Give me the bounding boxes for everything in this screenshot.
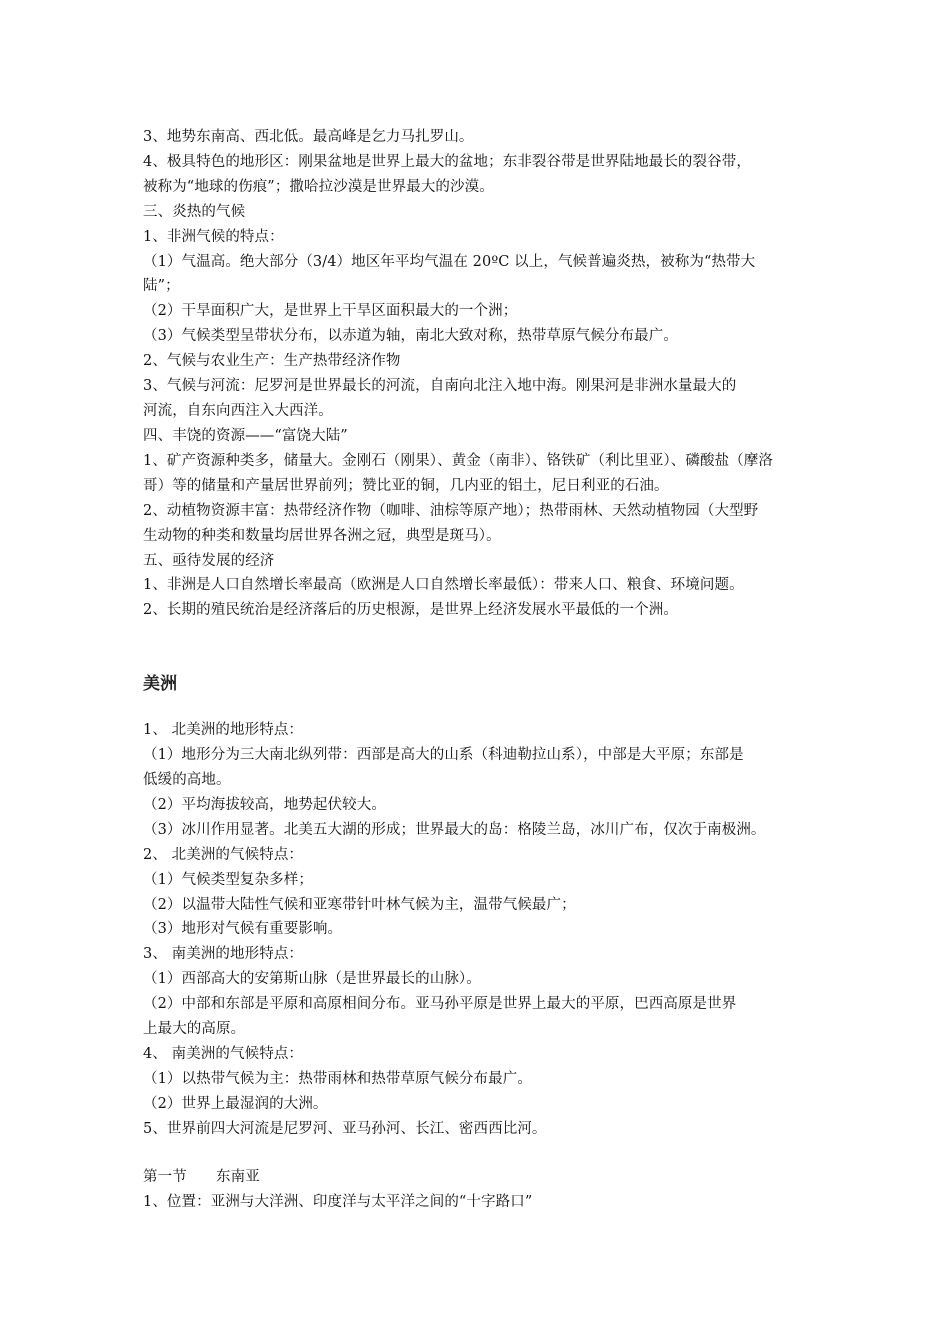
- text-line: （3）地形对气候有重要影响。: [143, 921, 343, 937]
- text-line: 哥）等的储量和产量居世界前列；赞比亚的铜，几内亚的铝土，尼日利亚的石油。: [143, 478, 669, 494]
- text-line: （2）平均海拔较高，地势起伏较大。: [143, 797, 386, 813]
- text-line: （1）气温高。绝大部分（3/4）地区年平均气温在 20ºC 以上，气候普遍炎热，被称为“热带大: [143, 254, 756, 270]
- text-line: （1）以热带气候为主：热带雨林和热带草原气候分布最广。: [143, 1071, 532, 1087]
- text-line: 1、 北美洲的地形特点：: [143, 722, 304, 738]
- text-line: 1、非洲是人口自然增长率最高（欧洲是人口自然增长率最低）：带来人口、粮食、环境问题。: [143, 577, 744, 593]
- text-line: （1）气候类型复杂多样；: [143, 872, 313, 888]
- text-line: 3、地势东南高、西北低。最高峰是乞力马扎罗山。: [143, 129, 474, 145]
- text-line: 生动物的种类和数量均居世界各洲之冠，典型是斑马）。: [143, 528, 501, 544]
- text-line: 3、气候与河流：尼罗河是世界最长的河流，自南向北注入地中海。刚果河是非洲水量最大的: [143, 378, 737, 394]
- text-line: （1）西部高大的安第斯山脉（是世界最长的山脉）。: [143, 971, 481, 987]
- text-line: 低缓的高地。: [143, 772, 231, 788]
- text-line: 5、世界前四大河流是尼罗河、亚马孙河、长江、密西西比河。: [143, 1121, 547, 1137]
- text-line: 被称为“地球的伤痕”；撒哈拉沙漠是世界最大的沙漠。: [143, 179, 494, 195]
- section-heading: 四、丰饶的资源——“富饶大陆”: [143, 428, 348, 444]
- heading-america: 美洲: [143, 674, 178, 694]
- text-line: 陆”；: [143, 278, 180, 294]
- text-line: 4、极具特色的地形区：刚果盆地是世界上最大的盆地；东非裂谷带是世界陆地最长的裂谷带，: [143, 154, 751, 170]
- text-line: 上最大的高原。: [143, 1021, 246, 1037]
- text-line: 1、位置：亚洲与大洋洲、印度洋与太平洋之间的“十字路口”: [143, 1194, 533, 1210]
- text-line: 河流，自东向西注入大西洋。: [143, 403, 333, 419]
- text-line: 4、 南美洲的气候特点：: [143, 1046, 304, 1062]
- section-title-southeast-asia: 第一节 东南亚: [143, 1169, 260, 1185]
- text-line: 3、 南美洲的地形特点：: [143, 946, 304, 962]
- text-line: （2）干旱面积广大，是世界上干旱区面积最大的一个洲；: [143, 303, 518, 319]
- text-line: 2、动植物资源丰富：热带经济作物（咖啡、油棕等原产地）；热带雨林、天然动植物园（大型野: [143, 503, 759, 519]
- text-line: 2、长期的殖民统治是经济落后的历史根源，是世界上经济发展水平最低的一个洲。: [143, 602, 678, 618]
- text-line: 1、非洲气候的特点：: [143, 229, 284, 245]
- section-heading: 五、亟待发展的经济: [143, 553, 275, 569]
- text-line: 2、气候与农业生产：生产热带经济作物: [143, 353, 401, 369]
- text-line: （2）世界上最湿润的大洲。: [143, 1096, 328, 1112]
- text-line: （1）地形分为三大南北纵列带：西部是高大的山系（科迪勒拉山系），中部是大平原；东部是: [143, 747, 744, 763]
- section-heading: 三、炎热的气候: [143, 204, 246, 220]
- text-line: 1、矿产资源种类多，储量大。金刚石（刚果）、黄金（南非）、铬铁矿（利比里亚）、磷酸盐（摩洛: [143, 453, 773, 469]
- text-line: （2）中部和东部是平原和高原相间分布。亚马孙平原是世界上最大的平原，巴西高原是世界: [143, 996, 737, 1012]
- text-line: （3）冰川作用显著。北美五大湖的形成；世界最大的岛：格陵兰岛，冰川广布，仅次于南极洲。: [143, 822, 766, 838]
- text-line: （3）气候类型呈带状分布，以赤道为轴，南北大致对称，热带草原气候分布最广。: [143, 328, 678, 344]
- text-line: （2）以温带大陆性气候和亚寒带针叶林气候为主，温带气候最广；: [143, 897, 576, 913]
- text-line: 2、 北美洲的气候特点：: [143, 847, 304, 863]
